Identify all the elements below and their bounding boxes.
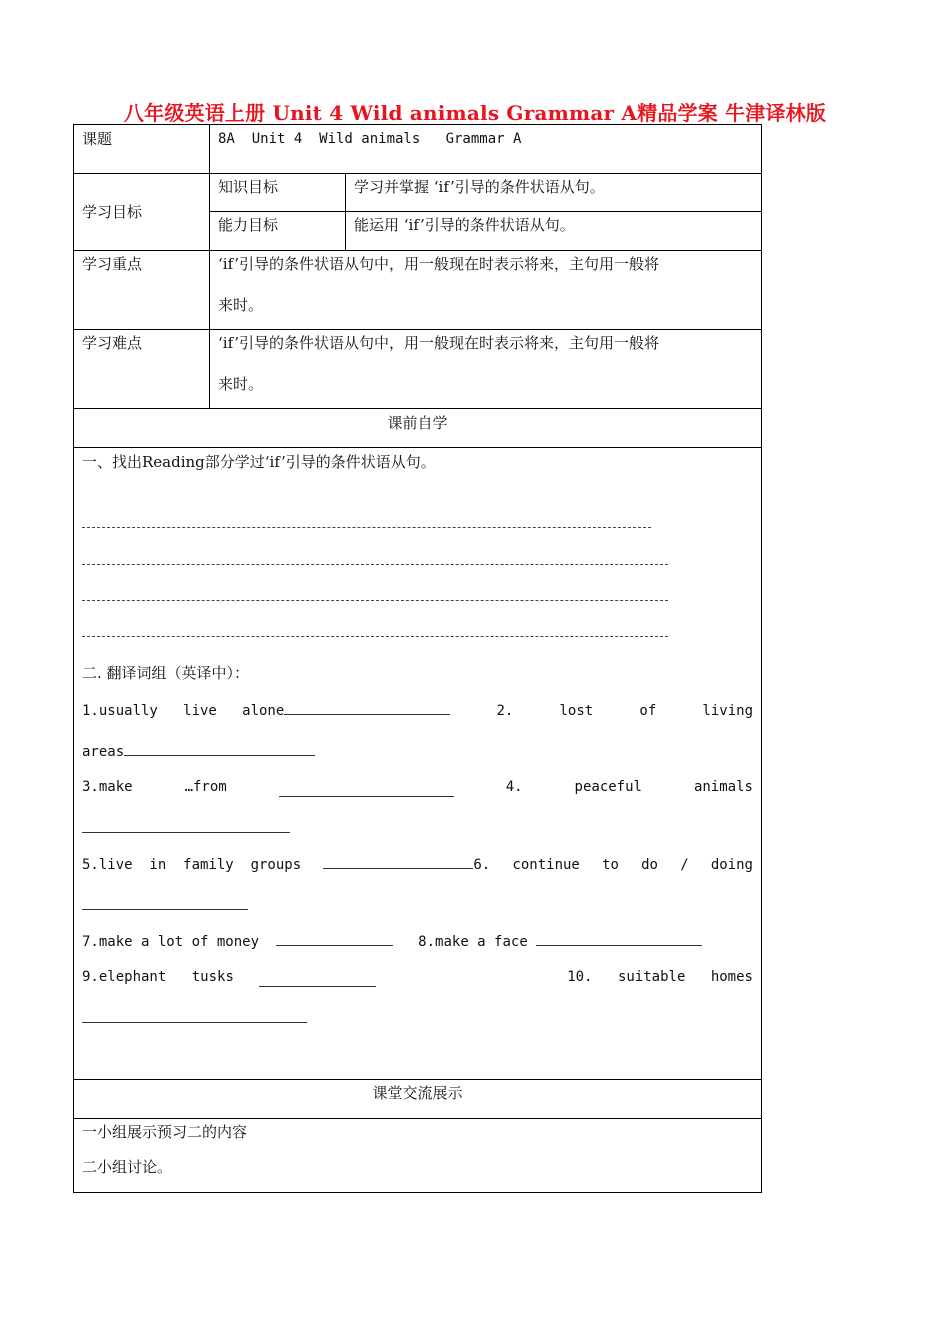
phrase-row-1: [82, 700, 753, 721]
key-points-line2: 来时。: [218, 296, 264, 314]
phrase-7: 7.make a lot of money: [82, 934, 260, 950]
phrase-2-word1: lost: [559, 703, 594, 719]
answer-line-3[interactable]: [82, 600, 668, 601]
ability-goal-label: 能力目标: [218, 216, 279, 234]
classroom-line2: 二小组讨论。: [82, 1158, 173, 1176]
phrase-2-continued: areas: [82, 741, 315, 762]
phrase-9-word2: tusks: [191, 969, 234, 985]
phrase-row-3: [82, 777, 753, 797]
phrase-6-word3: do: [641, 857, 658, 873]
blank-5[interactable]: [323, 854, 473, 869]
classroom-heading: 课堂交流展示: [372, 1084, 463, 1102]
difficulty-line2: 来时。: [218, 375, 264, 393]
preview-task1: 一、找出Reading部分学过‘if’引导的条件状语从句。: [82, 453, 436, 471]
phrase-4-continued: [82, 818, 290, 839]
phrase-10-word2: homes: [710, 969, 753, 985]
phrase-8: 8.make a face: [418, 934, 528, 950]
phrase-row-9: [82, 967, 753, 987]
blank-10[interactable]: [82, 1008, 307, 1023]
phrase-2-number: 2.: [496, 703, 514, 719]
knowledge-goal-value: 学习并掌握 ‘if’引导的条件状语从句。: [354, 178, 605, 196]
phrase-3-word2: …from: [184, 779, 227, 795]
topic-value: 8A Unit 4 Wild animals Grammar A: [218, 131, 522, 147]
blank-8[interactable]: [536, 931, 702, 946]
blank-1[interactable]: [284, 700, 450, 715]
phrase-row-7: [82, 931, 702, 952]
blank-6[interactable]: [82, 895, 248, 910]
document-title: 八年级英语上册 Unit 4 Wild animals Grammar A精品学案 牛津译林版: [123, 101, 827, 125]
classroom-line1: 一小组展示预习二的内容: [82, 1123, 248, 1141]
phrase-6-continued: [82, 895, 248, 916]
phrase-6-word1: continue: [512, 857, 580, 873]
answer-line-2[interactable]: [82, 564, 668, 565]
preview-heading: 课前自学: [387, 414, 448, 432]
phrase-10-continued: [82, 1008, 307, 1029]
phrase-9-word1: 9.elephant: [82, 969, 167, 985]
phrase-5: 5.live in family groups: [82, 857, 302, 873]
blank-2[interactable]: [124, 741, 315, 756]
key-points-label: 学习重点: [82, 255, 143, 273]
key-points-line1: ‘if’引导的条件状语从句中，用一般现在时表示将来，主句用一般将: [218, 255, 659, 273]
phrase-10-number: 10.: [567, 969, 593, 985]
worksheet-table: [73, 124, 762, 1193]
blank-3[interactable]: [279, 782, 454, 797]
answer-line-1[interactable]: [82, 527, 651, 528]
phrase-4-number: 4.: [505, 779, 523, 795]
difficulty-line1: ‘if’引导的条件状语从句中，用一般现在时表示将来，主句用一般将: [218, 334, 659, 352]
blank-7[interactable]: [276, 931, 393, 946]
difficulty-label: 学习难点: [82, 334, 143, 352]
ability-goal-value: 能运用 ‘if’引导的条件状语从句。: [354, 216, 575, 234]
goals-label: 学习目标: [82, 203, 143, 221]
phrase-2-word2: of: [639, 703, 657, 719]
phrase-6-slash: /: [680, 857, 689, 873]
phrase-6-number: 6.: [473, 857, 491, 873]
phrase-2-word3: living: [702, 703, 753, 719]
blank-4[interactable]: [82, 818, 290, 833]
knowledge-goal-label: 知识目标: [218, 178, 279, 196]
phrase-1: 1.usually live alone: [82, 703, 285, 719]
phrase-6-word2: to: [602, 857, 619, 873]
phrase-4-word1: peaceful: [574, 779, 642, 795]
topic-label: 课题: [82, 130, 113, 148]
phrase-3-word1: 3.make: [82, 779, 133, 795]
phrase-10-word1: suitable: [617, 969, 686, 985]
blank-9[interactable]: [259, 972, 376, 987]
phrase-4-word2: animals: [693, 779, 753, 795]
answer-line-4[interactable]: [82, 636, 668, 637]
phrase-6-word4: doing: [710, 857, 753, 873]
phrase-row-5: [82, 854, 753, 875]
preview-task2: 二. 翻译词组（英译中）：: [82, 664, 250, 682]
